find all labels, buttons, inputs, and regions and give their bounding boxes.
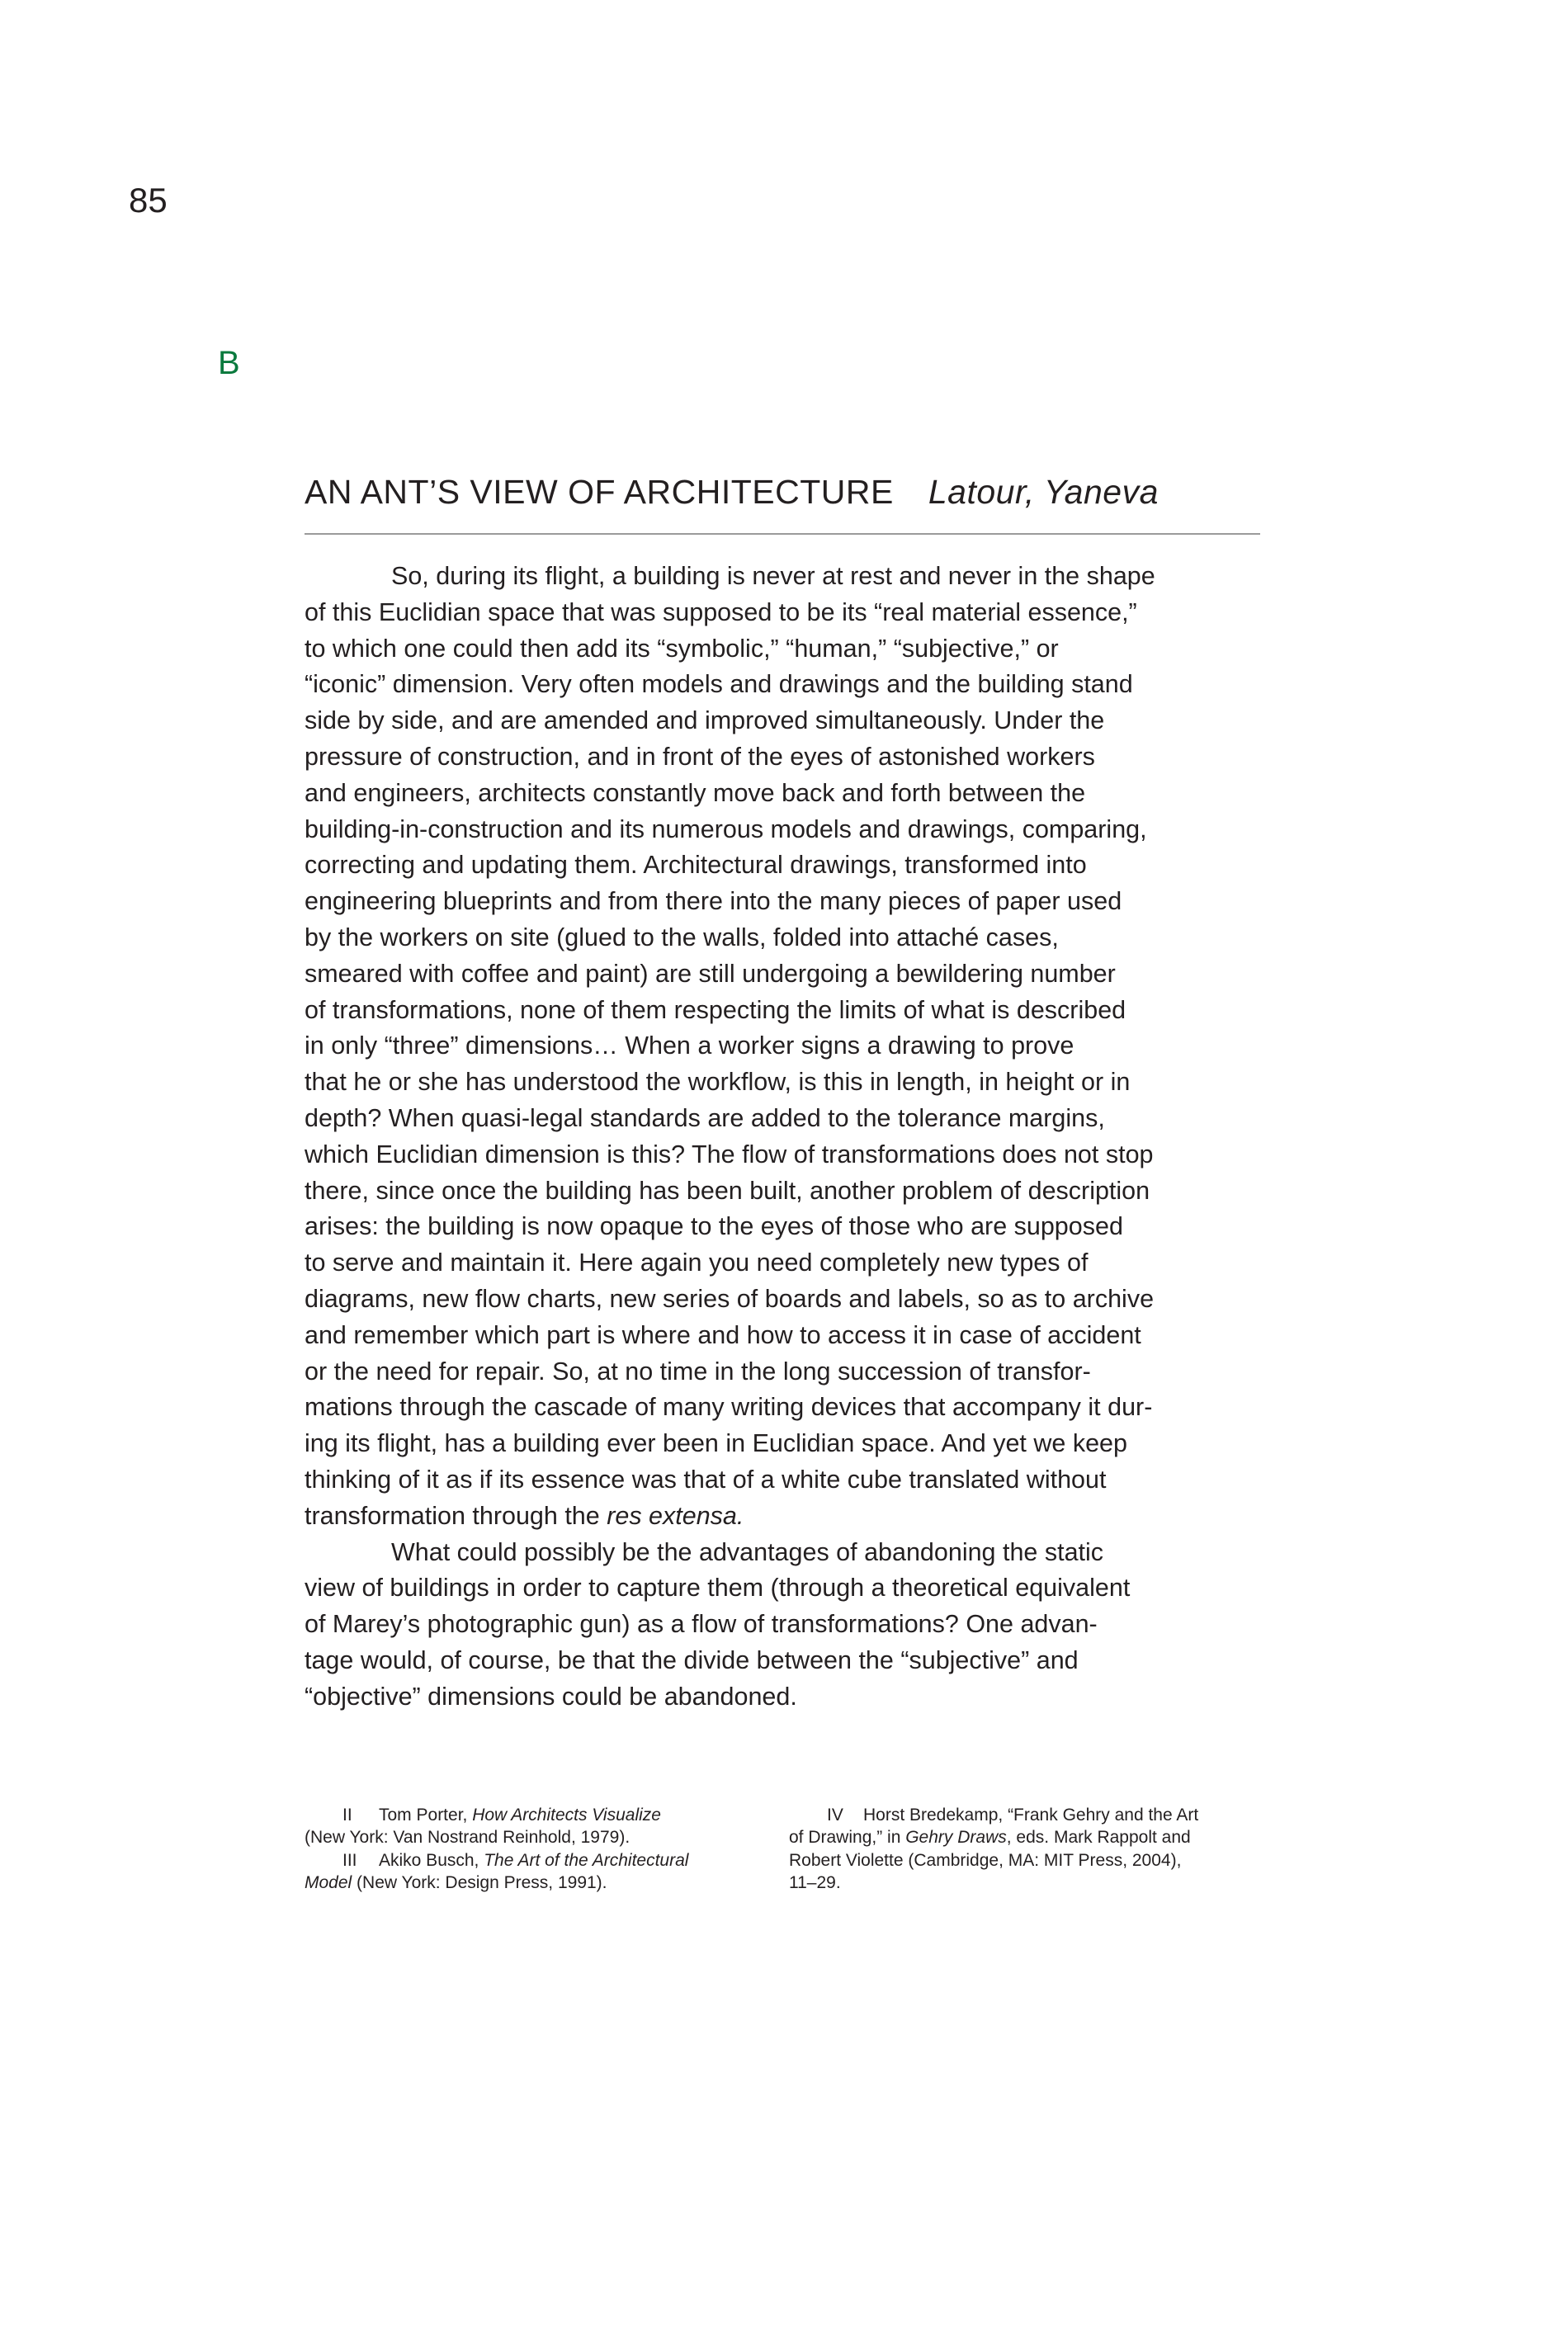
footnote-text: , eds. Mark Rappolt and bbox=[1006, 1828, 1191, 1848]
body-line bbox=[305, 1065, 1278, 1101]
body-line bbox=[305, 1282, 1278, 1318]
footnote-italic-text: The Art of the Architectural bbox=[484, 1850, 689, 1870]
body-line-text: of Marey’s photographic gun) as a flow of transformations? One advan- bbox=[305, 1610, 1098, 1639]
footnote-line bbox=[789, 1849, 1251, 1872]
body-line bbox=[305, 1499, 1278, 1535]
footnote-text: (New York: Design Press, 1991). bbox=[352, 1872, 607, 1892]
body-line-text: So, during its flight, a building is never at rest and never in the shape bbox=[391, 562, 1155, 590]
body-line bbox=[305, 1354, 1278, 1390]
body-line-text: that he or she has understood the workflow, is this in length, in height or in bbox=[305, 1068, 1131, 1097]
body-line-text: in only “three” dimensions… When a worker signs a drawing to prove bbox=[305, 1032, 1074, 1060]
body-line bbox=[305, 703, 1278, 739]
body-line-text: pressure of construction, and in front of the eyes of astonished workers bbox=[305, 742, 1095, 771]
footnote-text: Akiko Busch, bbox=[379, 1850, 484, 1870]
body-line-text: there, since once the building has been built, another problem of description bbox=[305, 1176, 1150, 1205]
body-line bbox=[305, 1643, 1278, 1679]
body-line bbox=[305, 847, 1278, 884]
body-line-text: smeared with coffee and paint) are still undergoing a bewildering number bbox=[305, 959, 1116, 988]
body-line bbox=[305, 1535, 1278, 1571]
body-line bbox=[305, 631, 1278, 668]
footnote-text: Robert Violette (Cambridge, MA: MIT Press, 2004), bbox=[789, 1850, 1182, 1870]
footnote-text: Horst Bredekamp, “Frank Gehry and the Art bbox=[863, 1806, 1199, 1825]
body-line bbox=[305, 884, 1278, 920]
body-line-text: to which one could then add its “symbolic,” “human,” “subjective,” or bbox=[305, 634, 1059, 663]
body-line bbox=[305, 1245, 1278, 1282]
footnote-line bbox=[305, 1826, 767, 1848]
footnote-number: II bbox=[342, 1806, 352, 1825]
body-line-text: transformation through the bbox=[305, 1501, 607, 1530]
body-line-text: correcting and updating them. Architectural drawings, transformed into bbox=[305, 851, 1087, 880]
footnote-text: of Drawing,” in bbox=[789, 1828, 906, 1848]
footnotes-left-column bbox=[305, 1804, 767, 1894]
body-line bbox=[305, 920, 1278, 956]
header-divider bbox=[305, 533, 1260, 535]
footnote-line bbox=[789, 1872, 1251, 1894]
footnote-italic-text: Gehry Draws bbox=[905, 1828, 1007, 1848]
footnote-number: IV bbox=[827, 1806, 843, 1825]
body-line bbox=[305, 993, 1278, 1029]
body-line bbox=[305, 1318, 1278, 1354]
body-line-italic: res extensa. bbox=[607, 1501, 744, 1530]
body-line bbox=[305, 559, 1278, 595]
body-line-text: engineering blueprints and from there into the many pieces of paper used bbox=[305, 887, 1122, 916]
footnote-italic-text: Model bbox=[305, 1872, 352, 1892]
footnote-text: Tom Porter, bbox=[379, 1806, 473, 1825]
body-line-text: by the workers on site (glued to the walls, folded into attaché cases, bbox=[305, 923, 1059, 951]
body-line-text: diagrams, new flow charts, new series of boards and labels, so as to archive bbox=[305, 1284, 1155, 1313]
body-line bbox=[305, 776, 1278, 812]
body-line-text: thinking of it as if its essence was that of a white cube translated without bbox=[305, 1465, 1107, 1494]
footnote-line bbox=[789, 1826, 1251, 1848]
body-line bbox=[305, 1426, 1278, 1462]
body-line bbox=[305, 667, 1278, 703]
body-line-text: view of buildings in order to capture them (through a theoretical equivalent bbox=[305, 1574, 1131, 1603]
body-line-text: side by side, and are amended and improved simultaneously. Under the bbox=[305, 706, 1105, 735]
body-line-text: “iconic” dimension. Very often models and drawings and the building stand bbox=[305, 670, 1133, 699]
body-line bbox=[305, 1462, 1278, 1499]
article-title: AN ANT’S VIEW OF ARCHITECTURE bbox=[305, 473, 894, 511]
body-line bbox=[305, 1101, 1278, 1137]
page-number: 85 bbox=[129, 181, 168, 220]
body-line-text: of this Euclidian space that was supposed to be its “real material essence,” bbox=[305, 597, 1137, 626]
body-line bbox=[305, 1028, 1278, 1065]
footnote-line bbox=[789, 1804, 1251, 1826]
body-line-text: What could possibly be the advantages of abandoning the static bbox=[391, 1537, 1104, 1566]
body-line bbox=[305, 812, 1278, 848]
body-line-text: tage would, of course, be that the divide between the “subjective” and bbox=[305, 1645, 1079, 1674]
body-line-text: to serve and maintain it. Here again you need completely new types of bbox=[305, 1249, 1089, 1277]
footnote-italic-text: How Architects Visualize bbox=[472, 1806, 661, 1825]
footnote-text: (New York: Van Nostrand Reinhold, 1979). bbox=[305, 1828, 631, 1848]
body-line bbox=[305, 1570, 1278, 1607]
body-line bbox=[305, 739, 1278, 776]
footnote-line bbox=[305, 1872, 767, 1894]
body-line-text: building-in-construction and its numerous models and drawings, comparing, bbox=[305, 814, 1147, 843]
body-line-text: and remember which part is where and how to access it in case of accident bbox=[305, 1320, 1141, 1349]
body-line bbox=[305, 1173, 1278, 1210]
body-line bbox=[305, 1607, 1278, 1643]
footnote-text: 11–29. bbox=[789, 1872, 841, 1892]
body-text bbox=[305, 559, 1278, 1716]
footnotes-right-column bbox=[789, 1804, 1251, 1894]
body-line-text: “objective” dimensions could be abandoned. bbox=[305, 1682, 797, 1711]
article-authors: Latour, Yaneva bbox=[928, 473, 1159, 511]
body-line-text: which Euclidian dimension is this? The flow of transformations does not stop bbox=[305, 1140, 1154, 1168]
section-letter: B bbox=[218, 345, 240, 381]
footnote-line bbox=[305, 1849, 767, 1872]
body-line-text: and engineers, architects constantly move back and forth between the bbox=[305, 778, 1086, 807]
body-line-text: ing its flight, has a building ever been in Euclidian space. And yet we keep bbox=[305, 1429, 1127, 1458]
body-line bbox=[305, 1679, 1278, 1716]
body-line bbox=[305, 956, 1278, 993]
body-line bbox=[305, 1390, 1278, 1426]
body-line-text: arises: the building is now opaque to the eyes of those who are supposed bbox=[305, 1212, 1123, 1241]
body-line-text: or the need for repair. So, at no time in the long succession of transfor- bbox=[305, 1357, 1091, 1386]
body-line-text: depth? When quasi-legal standards are added to the tolerance margins, bbox=[305, 1103, 1105, 1132]
footnote-line bbox=[305, 1804, 767, 1826]
body-line bbox=[305, 595, 1278, 631]
footnote-number: III bbox=[342, 1850, 357, 1870]
body-line bbox=[305, 1137, 1278, 1173]
body-line-text: mations through the cascade of many writing devices that accompany it dur- bbox=[305, 1393, 1153, 1422]
body-line bbox=[305, 1209, 1278, 1245]
body-line-text: of transformations, none of them respecting the limits of what is described bbox=[305, 995, 1126, 1024]
article-header bbox=[305, 475, 1159, 509]
